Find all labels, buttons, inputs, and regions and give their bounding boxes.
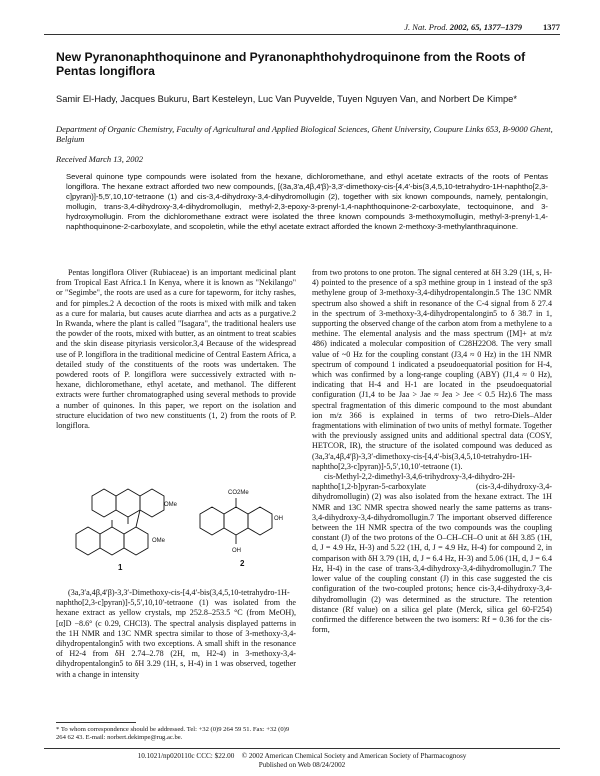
ring-g <box>224 507 248 535</box>
authors: Samir El-Hady, Jacques Bukuru, Bart Kesteleyn, Luc Van Puyvelde, Tuyen Nguyen Van, and Norbert De Kimpe* <box>56 94 517 104</box>
structures-svg <box>56 474 306 574</box>
footer <box>44 752 560 770</box>
oh-label-2: OH <box>274 516 283 522</box>
footnote-rule <box>56 722 136 723</box>
chemical-structures-figure <box>56 474 306 574</box>
ring-b <box>100 527 124 555</box>
ring-c <box>124 527 148 555</box>
ome-label: OMe <box>152 538 166 544</box>
abstract: Several quinone type compounds were isolated from the hexane, dichloromethane, and ethyl acetate extracts of the roots of Pentas longiflora. The hexane extract afforded two new compounds, [(3a,3′a,4β,4′β)-3,3′-dimethoxy-cis-[4,4′-bis(3,4,5,10-tetrahydro-1H-naphtho[2,3-c]pyran)]-5,5′,10,10′-tetraone (1) and cis-3,4-dihydroxy-3,4-dihydromollugin (2), together with six known compounds, namely, pentalongin, mollugin, trans-3,4-dihydroxy-3,4-dihydromollugin, methyl-2,3-epoxy-3-prenyl-1,4-naphthoquinone-2-carboxylate, tectoquinone, and 3-hydroxymollugin. From the dichloromethane extract were isolated the three known compounds 3-methoxymollugin, methyl-3-prenyl-1,4-naphthoquinone-2-carboxylate, and scopoletin, while the ethyl acetate extract afforded the known 2-methoxy-3-methylanthraquinone. <box>66 172 548 232</box>
oh-label: OH <box>232 548 241 554</box>
right-column <box>312 268 552 635</box>
article-title: New Pyranonaphthoquinone and Pyranonaphthohydroquinone from the Roots of Pentas longiflora <box>56 50 526 78</box>
ring-f <box>140 489 164 517</box>
journal-citation: J. Nat. Prod. 2002, 65, 1377–1379 <box>404 22 522 32</box>
header-rule <box>44 34 560 35</box>
ome-label-2: OMe <box>164 502 178 508</box>
compound-1-label: 1 <box>118 563 123 572</box>
right-paragraph-1: from two protons to one proton. The signal centered at δH 3.29 (1H, s, H-4) pointed to the presence of a sp3 methine group in 1 instead of the sp3 methylene group of 3-methoxy-3,4-dihydropentalongin.5 The 13C NMR spectrum also showed a shift in resonance of the C-4 signal from δ 27.4 in the spectrum of 3-methoxy-3,4-dihydropentalongin5 to δ 38.7 in 1, supporting the observed change of the carbon atom from a methylene to a methine. The elemental analysis and the mass spectrum ([M]+ at m/z 486) indicated a molecular composition of C28H22O8. The very small value of ~0 Hz for the coupling constant (J3,4 ≈ 0 Hz) in the 1H NMR spectrum of compound 1 indicated a pseudoequatorial position for H-4, which was confirmed by a long-range coupling (ABY) (J1,4 ≈ 0 Hz), indicating that H-4 and H-1 are located in the pseudoequatorial configuration (J1,4 to be Jaa > Jae ≈ Jea > Jee < 0.5 Hz).6 The mass spectral fragmentation of this dimeric compound to the most abundant ion m/z 366 is explained in terms of two retro-Diels–Alder fragmentations with elimination of two units of methyl formate. Together with the previously assigned units and additional spectral data (COSY, HETCOR, IR), the structure of the isolated compound was deduced as (3a,3′a,4β,4′β)-3,3′-dimethoxy-cis-[4,4′-bis(3,4,5,10-tetrahydro-1H-naphtho[2,3-c]pyran)]-5,5′,10,10′-tetraone (1). <box>312 268 552 471</box>
page-number: 1377 <box>543 22 560 32</box>
intro-paragraph: Pentas longiflora Oliver (Rubiaceae) is an important medicinal plant from Tropical East Africa.1 In Kenya, where it is known as "Nekilango" or "Segimbe", the roots are used as a cure for tapeworm, for itchy rashes, and for pimples.2 A decoction of the roots is mixed with milk and taken as a cure for malaria, but causes acute diarrhea and acts as a purgative.2 In Rwanda, where the plant is called "Isagara", the traditional healers use the powder of the roots, mixed with butter, as an ointment to treat scabies and the skin disease pityriasis versicolor.3,4 Because of the widespread use of P. longiflora in the traditional medicine of Central Eastern Africa, a detailed study of the constituents of the roots was undertaken. The powdered roots of P. longiflora were successively extracted with n-hexane, dichloromethane, ethyl acetate, and methanol. The different extracts were further chromatographed using several methods to provide a number of quinones. In this paper, we report on the isolation and structure elucidation of two new constituents (1, 2) from the roots of P. longiflora. <box>56 268 296 431</box>
copyright: © 2002 American Chemical Society and American Society of Pharmacognosy <box>241 752 467 760</box>
ring-e <box>116 489 140 517</box>
published-date: Published on Web 08/24/2002 <box>258 761 346 769</box>
ring-d <box>92 489 116 517</box>
co2me-label: CO2Me <box>228 490 249 496</box>
correspondence-footnote: * To whom correspondence should be addressed. Tel: +32 (0)9 264 59 51. Fax: +32 (0)9 264 62 43. E-mail: norbert.dekimpe@rug.ac.be. <box>56 726 290 742</box>
doi: 10.1021/np020110c CCC: $22.00 <box>137 752 235 760</box>
ring-h <box>248 507 272 535</box>
compound-2-label: 2 <box>240 559 245 568</box>
ring-i <box>200 507 224 535</box>
left-column <box>56 268 296 431</box>
right-paragraph-2: cis-Methyl-2,2-dimethyl-3,4,6-trihydroxy-3,4-dihydro-2H-naphtho[1,2-b]pyran-5-carboxylate (cis-3,4-dihydroxy-3,4-dihydromollugin) (2) was also isolated from the hexane extract. The 1H NMR and 13C NMR spectra showed nearly the same patterns as trans-3,4-dihydroxy-3,4-dihydromollugin.7 The important observed difference between the 1H NMR spectra of the two compounds was the coupling constant (J) of the two protons of the O–CH–CH–O unit at δH 3.85 (1H, d, J = 4.9 Hz, H-3) and 5.22 (1H, d, J = 4.9 Hz, H-4) for compound 2, in comparison with δH 3.79 (1H, d, J = 6.4 Hz, H-3) and 5.06 (1H, d, J = 6.4 Hz, H-4) in the case of trans-3,4-dihydroxy-3,4-dihydromollugin.7 The lower value of the coupling constant (J) in this case suggested the cis configuration of the two-coupled protons; hence cis-3,4-dihydroxy-3,4-dihydromollugin (2) was determined as the structure. The retention distance (Rf value) on a silica gel plate (Merck, silica gel 60-F254) confirmed the difference between the two isomers: Rf = 0.36 for the cis-form, <box>312 472 552 635</box>
compound-1-paragraph: (3a,3′a,4β,4′β)-3,3′-Dimethoxy-cis-[4,4′-bis(3,4,5,10-tetrahydro-1H-naphtho[2,3-c]pyran)]-5,5′,10,10′-tetraone (1) was isolated from the hexane extract as yellow crystals, mp 252.8–253.5 °C (from MeOH), [α]D −8.6° (c 0.29, CHCl3). The spectral analysis displayed patterns in the 1H NMR and 13C NMR spectra similar to those of 3-methoxy-3,4-dihydropentalongin5 with two exceptions. A small shift in the resonance of H2-4 from δH 2.74–2.78 (2H, m, H2-4) in 3-methoxy-3,4-dihydropentalongin5 to δH 3.29 (1H, s, H-4) in 1 was observed, together with a change in intensity <box>56 588 296 679</box>
journal-year: 2002, 65, 1377–1379 <box>449 22 522 32</box>
received-date: Received March 13, 2002 <box>56 154 144 164</box>
ring-a <box>76 527 100 555</box>
dimer-bond <box>136 510 140 527</box>
left-column-continued <box>56 588 296 680</box>
affiliation: Department of Organic Chemistry, Faculty of Agricultural and Applied Biological Sciences, Ghent University, Coupure Links 653, B-9000 Ghent, Belgium <box>56 124 553 145</box>
footer-rule <box>44 748 560 749</box>
